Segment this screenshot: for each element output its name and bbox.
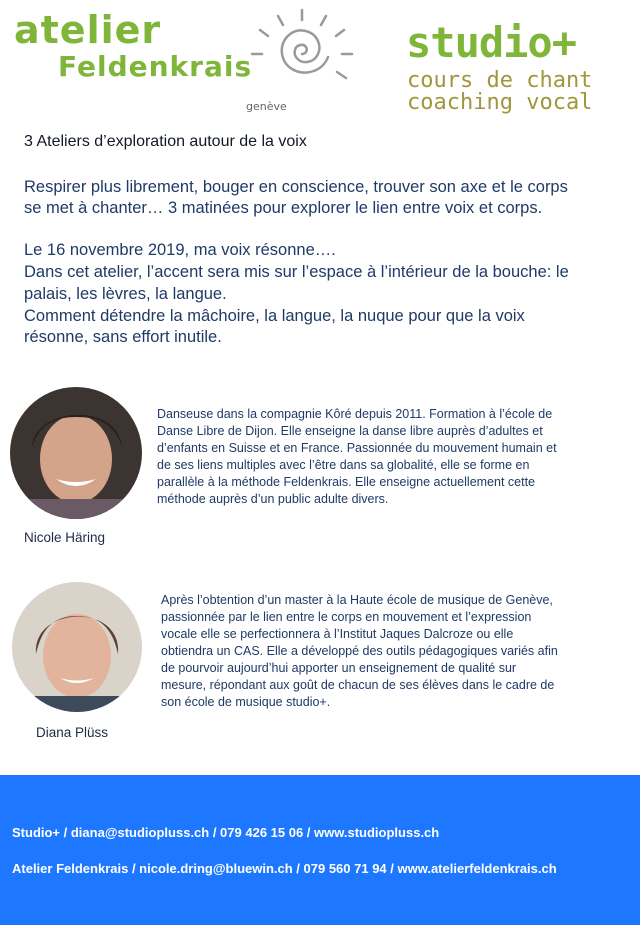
bio-line: son école de musique studio+. [161,695,331,709]
contact-footer [0,775,640,925]
feldenkrais-logo-word: Feldenkrais [58,50,253,83]
person-name: Diana Plüss [36,725,109,740]
bio-line: Danseuse dans la compagnie Kôré depuis 2011. Formation à l’école de [157,407,553,421]
bio-line: de pourvoir aujourd’hui apporter un enseignement de qualité sur [161,661,517,675]
logo-city: genève [246,100,287,113]
description-line: palais, les lèvres, la langue. [24,285,227,303]
avatar [12,582,142,712]
intro-paragraph-line: Respirer plus librement, bouger en conscience, trouver son axe et le corps [24,178,568,196]
bio-line: mesure, répondant aux goût de chacun de ses élèves dans le cadre de [161,678,555,692]
bio-line: parallèle à la méthode Feldenkrais. Elle enseigne actuellement cette [157,475,536,489]
date-line: Le 16 novembre 2019, ma voix résonne…. [24,241,336,259]
studio-tagline-2: coaching vocal [407,90,593,115]
intro-paragraph-line: se met à chanter… 3 matinées pour explorer le lien entre voix et corps. [24,199,543,217]
avatar [10,387,142,519]
bio-line: Après l’obtention d’un master à la Haute école de musique de Genève, [161,593,553,607]
studio-contact-line[interactable]: Studio+ / diana@studiopluss.ch / 079 426 15 06 / www.studiopluss.ch [12,825,440,840]
bio-line: de ses liens multiples avec l’être dans sa globalité, elle se forme en [157,458,530,472]
bio-line: méthode auprès d’un public adulte divers. [157,492,389,506]
atelier-contact-line[interactable]: Atelier Feldenkrais / nicole.dring@bluewin.ch / 079 560 71 94 / www.atelierfeldenkrais.ch [12,861,557,876]
portrait-diana [12,582,142,712]
person-bio [161,592,558,711]
description-line: résonne, sans effort inutile. [24,328,222,346]
studio-plus-logo: studio+ [406,18,577,67]
bio-line: vocale elle se perfectionnera à l’Institut Jaques Dalcroze ou elle [161,627,514,641]
portrait-nicole [10,387,142,519]
bio-line: obtiendra un CAS. Elle a développé des outils pédagogiques variés afin [161,644,558,658]
bio-line: Danse Libre de Dijon. Elle enseigne la danse libre auprès d’adultes et [157,424,543,438]
bio-line: passionnée par le lien entre le corps en mouvement et l’expression [161,610,532,624]
person-name: Nicole Häring [24,530,106,545]
atelier-logo-word: atelier [14,8,162,52]
description-line: Dans cet atelier, l’accent sera mis sur l’espace à l’intérieur de la bouche: le [24,263,569,281]
studio-tagline-1: cours de chant [407,68,593,93]
page-heading: 3 Ateliers d’exploration autour de la voix [24,133,307,150]
bio-line: d’enfants en Suisse et en France. Passionnée du mouvement humain et [157,441,557,455]
sun-spiral-icon [240,6,364,102]
person-bio [157,406,557,508]
description-line: Comment détendre la mâchoire, la langue, la nuque pour que la voix [24,307,525,325]
